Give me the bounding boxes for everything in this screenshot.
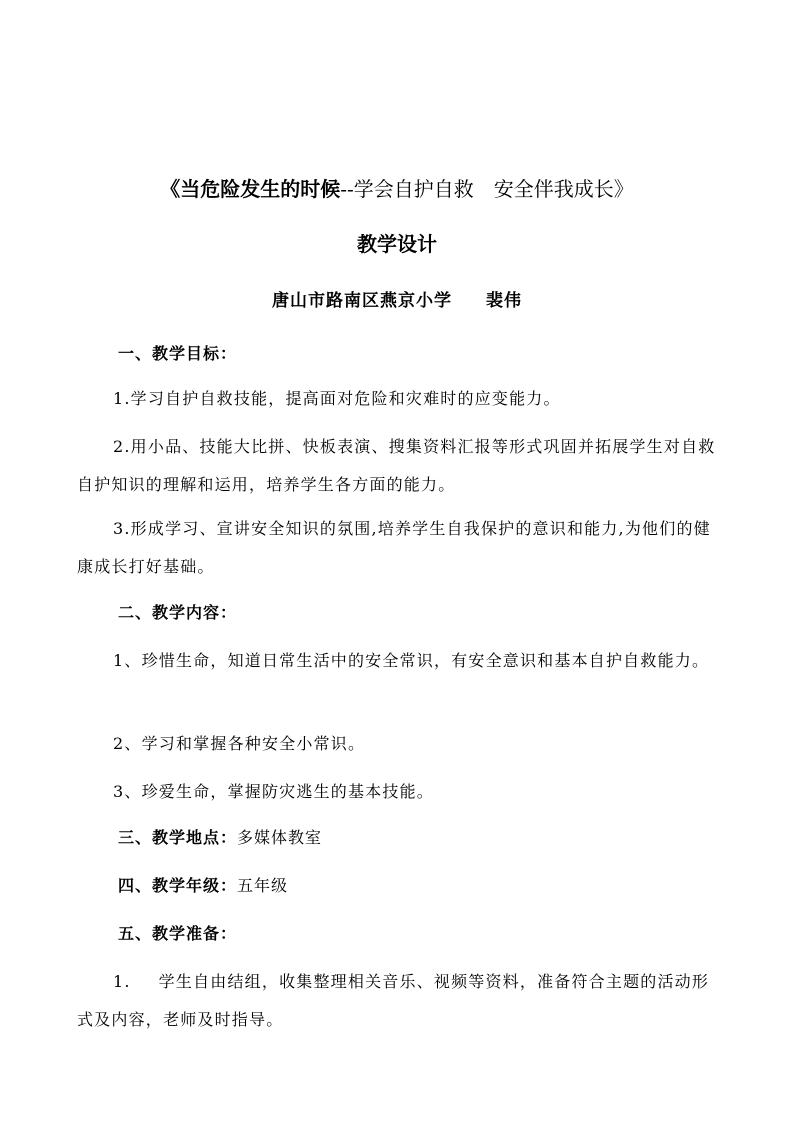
content-item-1: 1、珍惜生命，知道日常生活中的安全常识，有安全意识和基本自护自救能力。 bbox=[113, 651, 710, 670]
author-name: 裴伟 bbox=[486, 291, 522, 311]
grade-value: 五年级 bbox=[237, 876, 289, 895]
content-item-3: 3、珍爱生命，掌握防灾逃生的基本技能。 bbox=[113, 782, 434, 801]
objective-item-2: 2.用小品、技能大比拼、快板表演、搜集资料汇报等形式巩固并拓展学生对自救自护知识的理解和运用，培养学生各方面的能力。 bbox=[77, 437, 716, 494]
section-preparation-heading: 五、教学准备： bbox=[118, 924, 238, 943]
section-location bbox=[118, 825, 322, 851]
section-content-heading: 二、教学内容： bbox=[118, 603, 238, 622]
objective-item-3: 3.形成学习、宣讲安全知识的氛围,培养学生自我保护的意识和能力,为他们的健康成长打好基础。 bbox=[77, 519, 711, 576]
section-grade bbox=[118, 873, 288, 899]
content-item-2: 2、学习和掌握各种安全小常识。 bbox=[113, 734, 366, 753]
location-value: 多媒体教室 bbox=[237, 828, 323, 847]
preparation-item-text: 学生自由结组，收集整理相关音乐、视频等资料，准备符合主题的活动形式及内容，老师及时指导。 bbox=[77, 972, 710, 1029]
author-school: 唐山市路南区燕京小学 bbox=[272, 291, 452, 311]
document-title bbox=[0, 175, 794, 203]
preparation-item-1 bbox=[77, 963, 717, 1039]
author-line bbox=[0, 288, 794, 314]
title-bold-part: 《当危险发生的时候 bbox=[160, 177, 341, 201]
location-heading: 三、教学地点： bbox=[118, 828, 238, 847]
section-objectives-heading: 一、教学目标： bbox=[118, 344, 238, 363]
document-subtitle: 教学设计 bbox=[357, 232, 437, 256]
objective-item-1: 1.学习自护自救技能，提高面对危险和灾难时的应变能力。 bbox=[113, 389, 561, 408]
preparation-item-number: 1. bbox=[113, 972, 131, 991]
title-rest-part: --学会自护自救 安全伴我成长》 bbox=[340, 177, 634, 201]
grade-heading: 四、教学年级： bbox=[118, 876, 238, 895]
